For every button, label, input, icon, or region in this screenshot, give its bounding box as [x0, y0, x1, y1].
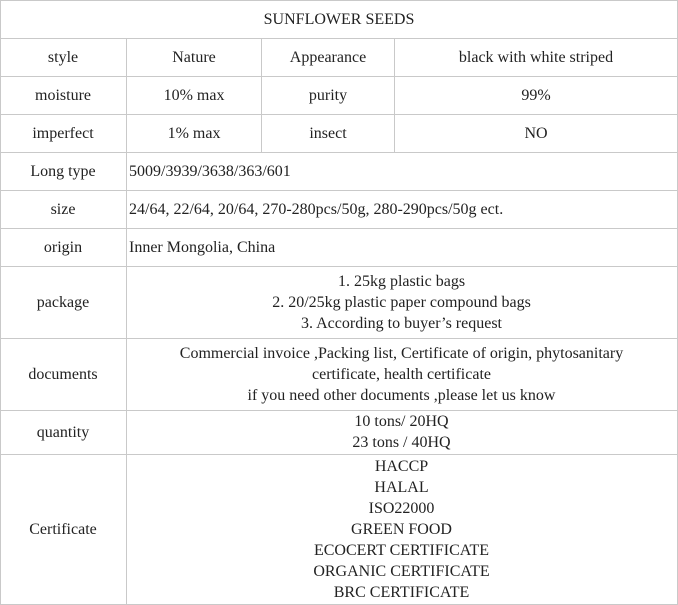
package-line: 1. 25kg plastic bags [337, 272, 466, 290]
certificate-line: GREEN FOOD [351, 520, 452, 538]
certificate-line: ORGANIC CERTIFICATE [313, 562, 490, 580]
value-documents [129, 338, 674, 410]
label-quantity: quantity [36, 423, 90, 441]
label-documents: documents [28, 365, 98, 383]
label-package: package [36, 293, 90, 311]
certificate-line: ECOCERT CERTIFICATE [313, 541, 490, 559]
label-moisture: moisture [35, 86, 91, 104]
certificate-line: BRC CERTIFICATE [333, 583, 470, 601]
label-insect: insect [309, 124, 347, 142]
value-long-type: 5009/3939/3638/363/601 [129, 162, 291, 180]
value-moisture: 10% max [163, 86, 225, 104]
certificate-line: HALAL [374, 478, 429, 496]
documents-line: Commercial invoice ,Packing list, Certificate of origin, phytosanitary [179, 344, 624, 362]
certificate-line: ISO22000 [368, 499, 435, 517]
label-style: style [47, 48, 79, 66]
label-imperfect: imperfect [32, 124, 94, 142]
package-line: 3. According to buyer’s request [301, 314, 502, 332]
label-size: size [50, 200, 76, 218]
label-purity: purity [308, 86, 348, 104]
table-title: SUNFLOWER SEEDS [263, 10, 415, 28]
documents-line: if you need other documents ,please let us know [247, 386, 556, 404]
label-long-type: Long type [30, 162, 96, 180]
value-origin: Inner Mongolia, China [129, 238, 276, 256]
value-size: 24/64, 22/64, 20/64, 270-280pcs/50g, 280-290pcs/50g ect. [129, 200, 504, 218]
documents-line: certificate, health certificate [312, 365, 491, 383]
package-line: 2. 20/25kg plastic paper compound bags [272, 293, 531, 311]
quantity-line: 10 tons/ 20HQ [354, 413, 449, 430]
label-certificate: Certificate [29, 520, 97, 538]
value-package [129, 266, 674, 338]
value-certificate [129, 454, 674, 604]
certificate-line: HACCP [374, 457, 429, 475]
value-nature: Nature [172, 48, 216, 66]
value-quantity [129, 410, 674, 454]
value-insect: NO [524, 124, 548, 142]
label-appearance: Appearance [289, 48, 367, 66]
value-imperfect: 1% max [167, 124, 221, 142]
value-appearance: black with white striped [458, 48, 614, 66]
value-purity: 99% [521, 86, 551, 104]
quantity-line: 23 tons / 40HQ [352, 434, 451, 451]
label-origin: origin [43, 238, 83, 256]
